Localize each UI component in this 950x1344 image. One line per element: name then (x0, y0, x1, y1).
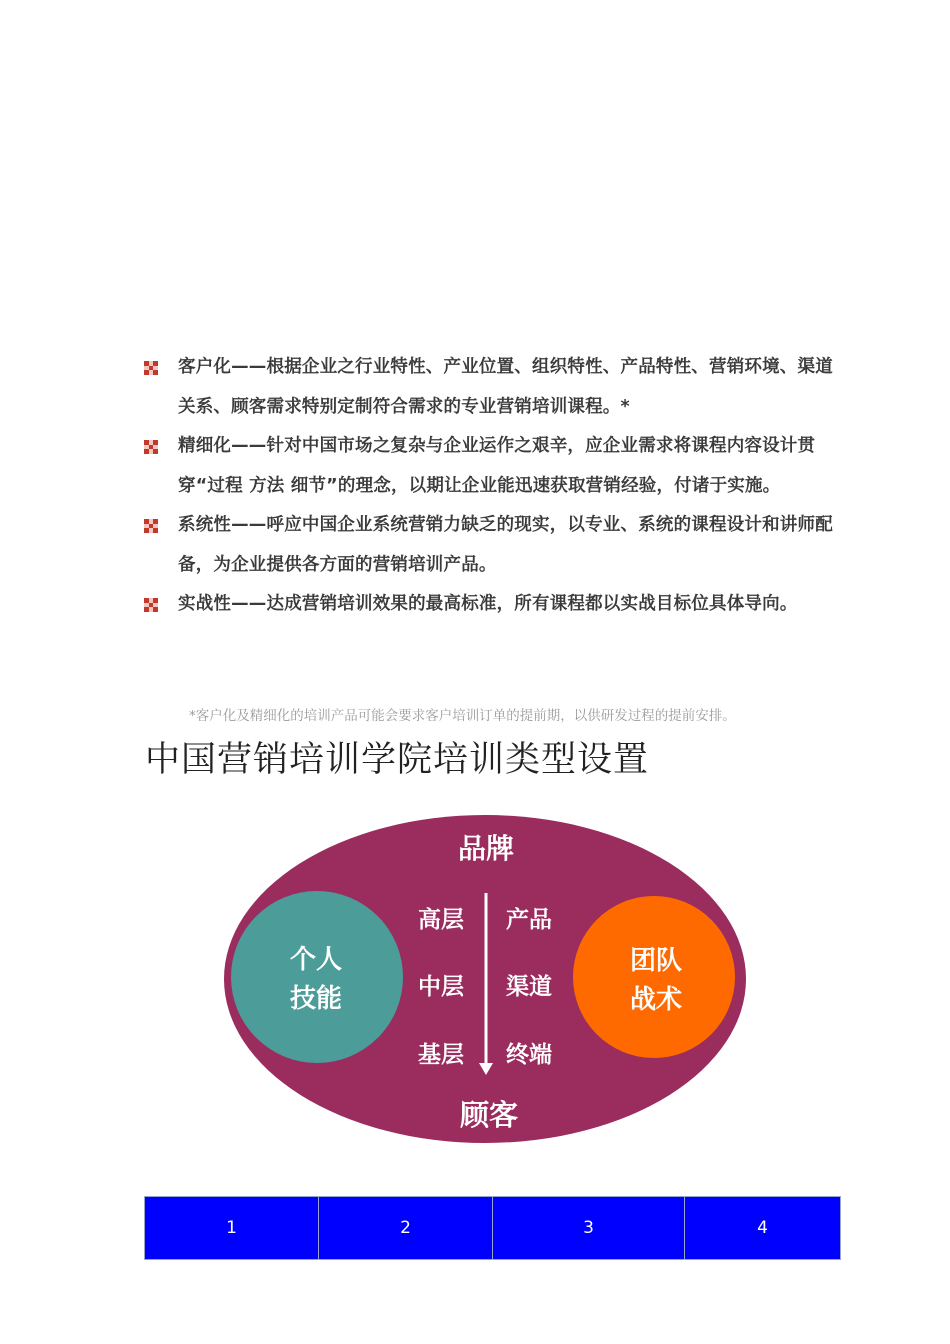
red-checker-square-icon (144, 440, 158, 454)
right-circle-line1: 团队 (629, 946, 683, 976)
left-column-item: 高层 (418, 906, 464, 933)
top-label: 品牌 (457, 832, 515, 865)
right-circle-line2: 战术 (629, 985, 683, 1015)
bullet-text: 实战性——达成营销培训效果的最高标准，所有课程都以实战目标位具体导向。 (178, 594, 798, 614)
training-type-diagram (224, 815, 746, 1143)
footnote: *客户化及精细化的培训产品可能会要求客户培训订单的提前期，以供研发过程的提前安排。 (189, 708, 736, 724)
left-circle (231, 891, 403, 1063)
left-column-item: 中层 (418, 973, 464, 1000)
red-checker-square-icon (144, 519, 158, 533)
left-circle-line2: 技能 (289, 984, 343, 1014)
table-row (145, 1197, 841, 1260)
bullet-list (143, 348, 843, 625)
bullet-text: 精细化——针对中国市场之复杂与企业运作之艰辛，应企业需求将课程内容设计贯穿“过程 方法 细节”的理念，以期让企业能迅速获取营销经验，付诸于实施。 (178, 436, 816, 496)
right-column-item: 终端 (506, 1041, 552, 1068)
bottom-label: 顾客 (459, 1098, 519, 1132)
bullet-text: 客户化——根据企业之行业特性、产业位置、组织特性、产品特性、营销环境、渠道关系、顾客需求特别定制符合需求的专业营销培训课程。* (178, 357, 833, 417)
table-cell: 4 (685, 1197, 841, 1260)
section-title: 中国营销培训学院培训类型设置 (145, 740, 650, 780)
bullet-text: 系统性——呼应中国企业系统营销力缺乏的现实，以专业、系统的课程设计和讲师配备，为企业提供各方面的营销培训产品。 (178, 515, 833, 575)
left-circle-line1: 个人 (289, 945, 343, 975)
table-cell: 1 (145, 1197, 319, 1260)
table-cell: 2 (319, 1197, 493, 1260)
number-table (144, 1196, 840, 1260)
bullet-item (143, 585, 843, 625)
right-column-item: 产品 (506, 906, 552, 933)
red-checker-square-icon (144, 598, 158, 612)
bullet-item (143, 427, 843, 506)
red-checker-square-icon (144, 361, 158, 375)
right-circle (573, 896, 735, 1058)
bullet-item (143, 506, 843, 585)
left-column-item: 基层 (418, 1041, 464, 1068)
bullet-item (143, 348, 843, 427)
table-cell: 3 (493, 1197, 685, 1260)
right-column-item: 渠道 (506, 973, 552, 1000)
